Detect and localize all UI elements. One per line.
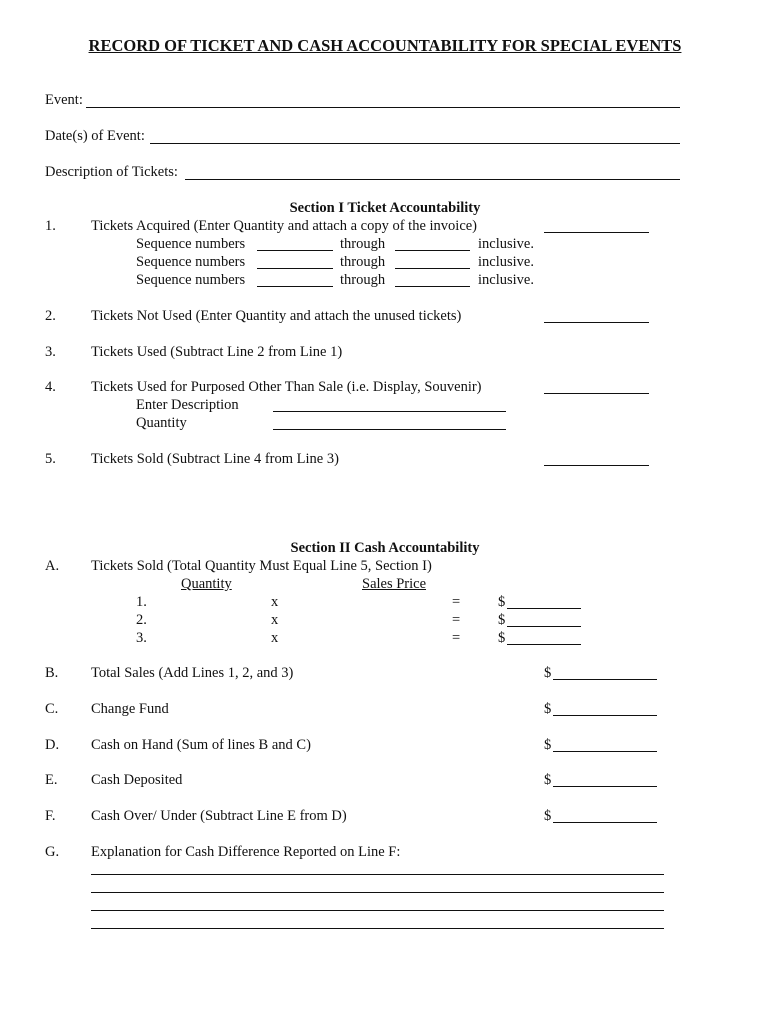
dollar-sign: $ — [544, 701, 552, 717]
item4-quantity-label: Quantity — [136, 415, 187, 431]
itemF-letter: F. — [45, 808, 56, 824]
itemD-letter: D. — [45, 737, 60, 753]
sequence-start-field[interactable] — [257, 268, 333, 269]
sales-row-number: 3. — [136, 630, 147, 646]
itemC-amount-field[interactable] — [553, 715, 657, 716]
item2-number: 2. — [45, 308, 56, 324]
itemC-text: Change Fund — [91, 701, 169, 717]
sales-row-amount-field[interactable] — [507, 644, 581, 645]
description-label: Description of Tickets: — [45, 164, 178, 180]
itemD-amount-field[interactable] — [553, 751, 657, 752]
item4-description-field[interactable] — [273, 411, 506, 412]
explanation-line[interactable] — [91, 892, 664, 893]
itemG-text: Explanation for Cash Difference Reported on Line F: — [91, 844, 401, 860]
item5-text: Tickets Sold (Subtract Line 4 from Line 3) — [91, 451, 339, 467]
page-title: RECORD OF TICKET AND CASH ACCOUNTABILITY FOR SPECIAL EVENTS — [88, 36, 682, 55]
sales-row-amount-field[interactable] — [507, 608, 581, 609]
itemE-amount-field[interactable] — [553, 786, 657, 787]
section2-heading: Section II Cash Accountability — [290, 540, 480, 556]
item4-quantity-detail-field[interactable] — [273, 429, 506, 430]
itemF-text: Cash Over/ Under (Subtract Line E from D) — [91, 808, 347, 824]
event-label: Event: — [45, 92, 83, 108]
sequence-end-field[interactable] — [395, 286, 470, 287]
inclusive-label: inclusive. — [478, 236, 534, 252]
dollar-sign: $ — [498, 594, 506, 610]
times-symbol: x — [271, 630, 279, 646]
through-label: through — [340, 254, 386, 270]
itemE-letter: E. — [45, 772, 58, 788]
dollar-sign: $ — [544, 665, 552, 681]
explanation-line[interactable] — [91, 910, 664, 911]
item2-quantity-field[interactable] — [544, 322, 649, 323]
item4-text: Tickets Used for Purposed Other Than Sale (i.e. Display, Souvenir) — [91, 379, 482, 395]
itemD-text: Cash on Hand (Sum of lines B and C) — [91, 737, 311, 753]
item4-description-label: Enter Description — [136, 397, 239, 413]
sequence-end-field[interactable] — [395, 268, 470, 269]
itemG-letter: G. — [45, 844, 60, 860]
times-symbol: x — [271, 594, 279, 610]
sales-row-number: 1. — [136, 594, 147, 610]
sales-price-column-header: Sales Price — [362, 576, 427, 592]
explanation-line[interactable] — [91, 874, 664, 875]
dollar-sign: $ — [498, 612, 506, 628]
sales-row-amount-field[interactable] — [507, 626, 581, 627]
itemE-text: Cash Deposited — [91, 772, 183, 788]
itemA-letter: A. — [45, 558, 60, 574]
through-label: through — [340, 272, 386, 288]
item3-text: Tickets Used (Subtract Line 2 from Line 1) — [91, 344, 343, 360]
equals-symbol: = — [452, 612, 461, 628]
itemC-letter: C. — [45, 701, 59, 717]
dollar-sign: $ — [544, 808, 552, 824]
times-symbol: x — [271, 612, 279, 628]
sequence-start-field[interactable] — [257, 250, 333, 251]
sequence-label: Sequence numbers — [136, 254, 246, 270]
quantity-column-header: Quantity — [181, 576, 232, 592]
dollar-sign: $ — [544, 772, 552, 788]
itemF-amount-field[interactable] — [553, 822, 657, 823]
item5-number: 5. — [45, 451, 56, 467]
item1-number: 1. — [45, 218, 56, 234]
dollar-sign: $ — [544, 737, 552, 753]
sales-row-number: 2. — [136, 612, 147, 628]
sequence-label: Sequence numbers — [136, 236, 246, 252]
inclusive-label: inclusive. — [478, 254, 534, 270]
item4-number: 4. — [45, 379, 56, 395]
section1-heading: Section I Ticket Accountability — [289, 200, 481, 216]
inclusive-label: inclusive. — [478, 272, 534, 288]
dollar-sign: $ — [498, 630, 506, 646]
equals-symbol: = — [452, 594, 461, 610]
item5-quantity-field[interactable] — [544, 465, 649, 466]
itemA-text: Tickets Sold (Total Quantity Must Equal Line 5, Section I) — [91, 558, 432, 574]
itemB-text: Total Sales (Add Lines 1, 2, and 3) — [91, 665, 294, 681]
item1-quantity-field[interactable] — [544, 232, 649, 233]
sequence-label: Sequence numbers — [136, 272, 246, 288]
item3-number: 3. — [45, 344, 56, 360]
through-label: through — [340, 236, 386, 252]
event-field[interactable] — [86, 107, 680, 108]
item1-text: Tickets Acquired (Enter Quantity and attach a copy of the invoice) — [91, 218, 478, 234]
itemB-amount-field[interactable] — [553, 679, 657, 680]
sequence-end-field[interactable] — [395, 250, 470, 251]
dates-field[interactable] — [150, 143, 680, 144]
dates-label: Date(s) of Event: — [45, 128, 145, 144]
item4-quantity-field[interactable] — [544, 393, 649, 394]
explanation-line[interactable] — [91, 928, 664, 929]
item2-text: Tickets Not Used (Enter Quantity and attach the unused tickets) — [91, 308, 462, 324]
itemB-letter: B. — [45, 665, 59, 681]
sequence-start-field[interactable] — [257, 286, 333, 287]
equals-symbol: = — [452, 630, 461, 646]
description-field[interactable] — [185, 179, 680, 180]
